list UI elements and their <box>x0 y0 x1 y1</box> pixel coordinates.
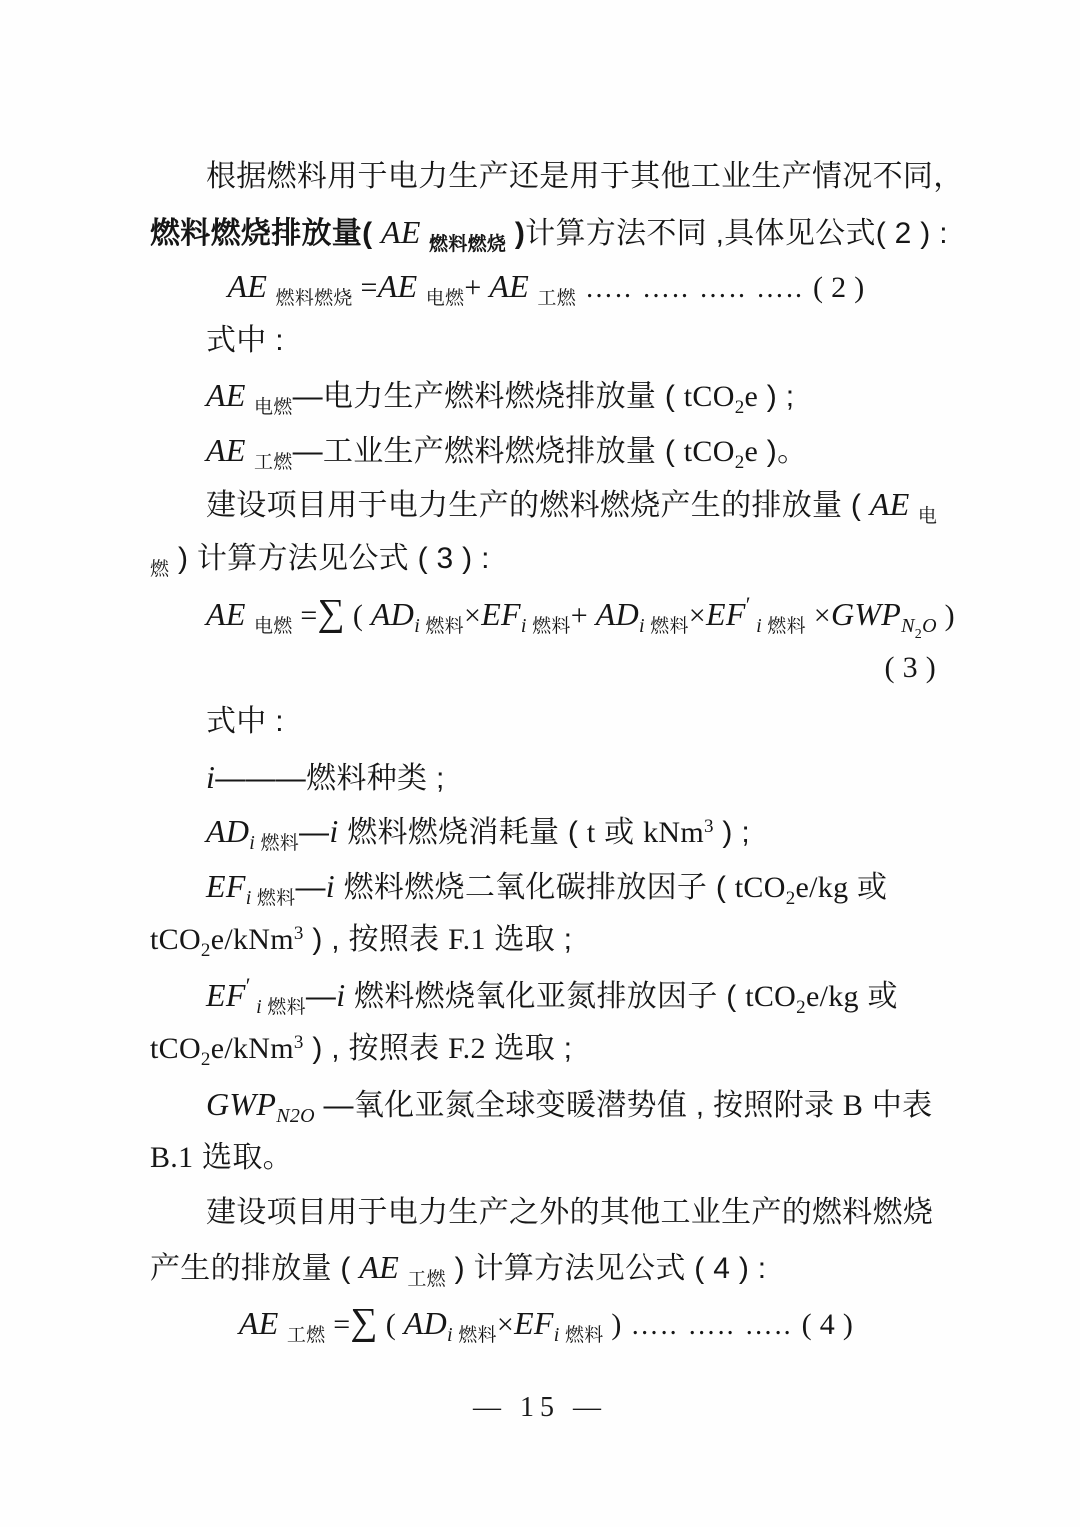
text-run: N <box>901 615 915 637</box>
text-run: ) , 按照表 <box>303 1032 449 1065</box>
text-run: ) 计算方法见公式 ( 4 ) : <box>445 1252 767 1285</box>
text-run: 选取。 <box>193 1141 293 1174</box>
text-run: ) <box>936 599 955 632</box>
text-run: 产生的排放量 ( <box>150 1252 360 1285</box>
para-power-line2 <box>150 532 942 587</box>
text-run: EF <box>206 867 246 904</box>
text-run: 电燃 <box>254 397 293 418</box>
text-run: i <box>249 832 261 854</box>
def-ad <box>150 804 942 859</box>
text-run: 2 <box>914 627 923 642</box>
text-run: i <box>520 615 533 637</box>
text-run: 燃料 <box>267 996 306 1018</box>
text-run: tCO <box>734 870 786 904</box>
def-efprime-line1 <box>150 968 942 1023</box>
text-run: 燃料 <box>650 616 689 637</box>
text-run: AE <box>227 268 276 304</box>
text-run: ( <box>345 599 371 632</box>
text-run: AD <box>206 813 250 849</box>
text-run: i <box>245 886 257 909</box>
text-run: 2 <box>785 887 796 909</box>
text-run: ∑ <box>317 592 346 634</box>
text-run: e <box>744 380 759 413</box>
text-run: × <box>463 599 482 632</box>
text-run: EF <box>514 1304 554 1341</box>
text-run: ) <box>506 216 526 250</box>
text-run: 电燃 <box>254 616 293 637</box>
text-run: — <box>295 870 326 904</box>
text-run: F.2 <box>448 1032 486 1065</box>
text-run: e/kNm <box>210 1032 294 1065</box>
text-run: 2 <box>734 451 745 473</box>
text-run: —电力生产燃料燃烧排放量 ( <box>292 380 684 413</box>
text-run: 计算方法不同 ,具体见公式( 2 ) : <box>525 216 948 250</box>
para-industry-line2 <box>150 1240 942 1295</box>
text-run: —工业生产燃料燃烧排放量 ( <box>292 434 684 468</box>
text-run: i <box>250 995 268 1018</box>
text-run: ( 4 ) <box>801 1307 854 1341</box>
text-run: 工燃 <box>254 451 293 473</box>
text-run: × <box>805 599 831 632</box>
text-run: — <box>305 979 337 1013</box>
text-run: ′ <box>245 972 251 998</box>
text-run: 燃料燃烧 <box>275 288 353 309</box>
text-run: = <box>292 599 318 632</box>
text-run: 建设项目用于电力生产的燃料燃烧产生的排放量 ( <box>206 489 870 522</box>
def-i <box>150 750 942 805</box>
text-run: AD <box>595 596 639 632</box>
text-run: 工燃 <box>286 1324 326 1346</box>
text-run: 选取 ; <box>485 1032 573 1065</box>
text-run: ∑ <box>350 1300 378 1343</box>
text-run: AE <box>206 377 254 413</box>
text-run: AE <box>377 268 426 304</box>
text-run: 燃料 <box>256 887 296 909</box>
text-run: 燃料 <box>767 616 806 637</box>
text-run: e/kg <box>805 979 859 1013</box>
text-run: e/kg <box>795 870 849 904</box>
text-run: e <box>744 434 759 468</box>
para-intro-line2 <box>150 205 948 260</box>
text-run: t <box>586 816 596 849</box>
text-run: 燃料燃烧消耗量 ( <box>338 816 587 849</box>
text-run: i <box>414 615 426 637</box>
text-run: 燃料燃烧二氧化碳排放因子 ( <box>335 870 735 904</box>
para-intro-line1 <box>150 150 964 205</box>
text-run: ) ; <box>713 816 750 849</box>
text-run: 燃料 <box>532 616 571 637</box>
text-run: i <box>336 976 346 1013</box>
def-ef-line2 <box>150 913 942 968</box>
para-power-line1 <box>150 477 942 532</box>
text-run: F.1 <box>448 923 486 956</box>
def-ae-dianran <box>150 368 942 423</box>
text-run: B.1 <box>150 1141 194 1174</box>
text-run: 或 <box>858 979 898 1013</box>
text-run: ′ <box>745 592 751 617</box>
text-run: AD <box>403 1304 448 1341</box>
text-run: GWP <box>206 1085 277 1122</box>
text-run: 2 <box>200 940 211 961</box>
text-run: ….. ….. ….. ….. <box>576 273 813 304</box>
text-run: i <box>325 867 335 904</box>
text-run: × <box>688 599 706 632</box>
text-run: 或 <box>595 816 644 849</box>
text-run: 2 <box>796 996 806 1018</box>
text-run: O <box>922 615 937 637</box>
text-run: tCO <box>683 380 735 413</box>
text-run: — <box>299 816 330 849</box>
text-run: 建设项目用于电力生产之外的其他工业生产的燃料燃烧 <box>206 1195 934 1229</box>
def-gwp-line1 <box>150 1077 942 1132</box>
def-efprime-line2 <box>150 1022 942 1077</box>
text-run: EF <box>706 596 746 632</box>
text-run: ———燃料种类 ; <box>215 761 445 795</box>
formula-2 <box>150 259 942 314</box>
text-run: 工燃 <box>407 1269 446 1290</box>
def-gwp-line2 <box>150 1131 942 1186</box>
text-run: i <box>750 615 768 637</box>
text-run: AE <box>381 213 430 250</box>
text-run: i <box>553 1323 565 1346</box>
document-body <box>150 150 964 1349</box>
text-run: AE <box>206 596 254 632</box>
text-run: 3 <box>293 923 304 944</box>
text-run: AE <box>489 268 538 304</box>
text-run: ) <box>603 1307 622 1341</box>
text-run: AD <box>370 596 415 632</box>
text-run: 燃料 <box>458 1324 497 1346</box>
text-run: × <box>496 1307 515 1341</box>
text-run: kNm <box>643 816 704 849</box>
text-run: ) 计算方法见公式 ( 3 ) : <box>169 541 490 575</box>
text-run: B <box>842 1088 864 1122</box>
def-ef-line1 <box>150 859 942 914</box>
text-run: = <box>352 271 378 304</box>
text-run: AE <box>359 1249 408 1285</box>
where-clause-1 <box>150 314 942 369</box>
text-run: AE <box>206 431 254 468</box>
text-run: i <box>447 1323 459 1346</box>
text-run: 中表 <box>863 1088 933 1122</box>
text-run: N2O <box>276 1104 315 1127</box>
text-run: AE <box>238 1304 287 1341</box>
text-run: AE <box>869 486 918 522</box>
text-run: i <box>638 615 651 637</box>
text-run: ( <box>377 1307 404 1341</box>
text-run: 2 <box>734 397 745 418</box>
text-run: 电燃 <box>425 288 465 309</box>
text-run: tCO <box>683 434 735 468</box>
def-ae-gongran <box>150 423 942 478</box>
text-run: 式中 : <box>206 705 284 738</box>
text-run: + <box>570 599 596 632</box>
para-industry-line1 <box>150 1186 942 1241</box>
text-run: 根据燃料用于电力生产还是用于其他工业生产情况不同， <box>206 160 964 193</box>
text-run: 式中 : <box>206 323 284 357</box>
text-run: 工燃 <box>537 288 576 309</box>
formula-3-number <box>150 641 942 696</box>
text-run: 或 <box>848 870 888 904</box>
text-run: ) ; <box>758 380 795 413</box>
text-run: tCO <box>745 979 797 1013</box>
text-run: EF <box>481 596 521 632</box>
formula-4 <box>150 1295 942 1350</box>
text-run: ( 3 ) <box>884 650 936 684</box>
text-run: e/kNm <box>210 923 294 956</box>
text-run: 选取 ; <box>485 923 573 956</box>
text-run: GWP <box>830 596 902 632</box>
text-run: tCO <box>150 923 201 956</box>
text-run: 3 <box>703 816 714 837</box>
page-number: — 15 — <box>473 1392 607 1423</box>
text-run: 燃料 <box>260 833 300 854</box>
text-run: 燃料燃烧 <box>429 233 507 255</box>
text-run: 燃料燃烧排放量( <box>150 216 382 250</box>
text-run: 燃 <box>150 558 170 580</box>
text-run: ( 2 ) <box>813 271 865 304</box>
text-run: 电 <box>917 506 938 527</box>
text-run: 3 <box>293 1032 304 1053</box>
text-run: + <box>464 271 490 304</box>
text-run: 2 <box>200 1049 211 1070</box>
text-run: i <box>206 758 216 795</box>
text-run: EF <box>206 976 246 1013</box>
formula-3 <box>150 586 955 642</box>
text-run: tCO <box>150 1032 201 1065</box>
text-run: —氧化亚氮全球变暖潜势值 , 按照附录 <box>314 1088 843 1122</box>
text-run: i <box>329 813 339 849</box>
where-clause-2 <box>150 695 942 750</box>
text-run: ) , 按照表 <box>303 923 449 956</box>
text-run: 燃料 <box>564 1324 604 1346</box>
text-run: 燃料 <box>425 616 464 637</box>
text-run: = <box>325 1307 351 1341</box>
text-run: )。 <box>758 434 808 468</box>
text-run: ….. ….. ….. <box>621 1309 802 1341</box>
text-run: 燃料燃烧氧化亚氮排放因子 ( <box>345 979 746 1013</box>
